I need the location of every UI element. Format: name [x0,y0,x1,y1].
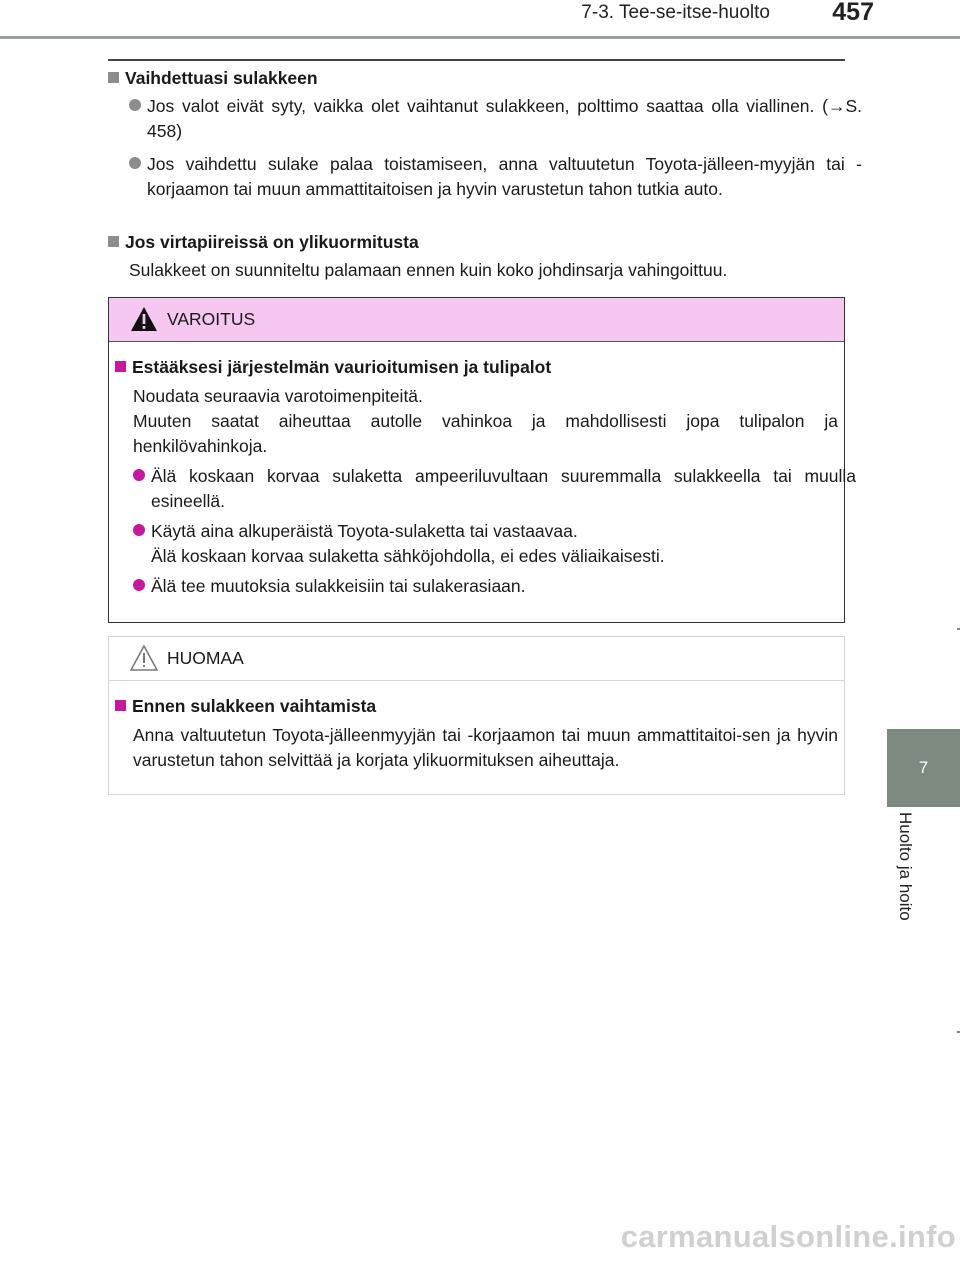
header-section-title: 7-3. Tee-se-itse-huolto [581,2,770,23]
round-bullet-icon [129,157,141,169]
notice-heading [115,694,820,719]
section-heading [108,230,419,255]
watermark: carmanualsonline.info [620,1219,956,1254]
list-item [133,574,856,599]
round-bullet-icon [133,524,145,536]
list-item [129,152,862,202]
notice-heading-text: Ennen sulakkeen vaihtamista [132,696,377,716]
chapter-label-text: Huolto ja hoito [896,812,915,921]
warning-heading [115,355,820,380]
warning-heading-text: Estääksesi järjestelmän vaurioitumisen ja tulipalot [132,357,552,377]
notice-text: Anna valtuutetun Toyota-jälleenmyyjän tai -korjaamon tai muun ammattitaitoi-sen ja hyvin varustetun tahon selvittää ja korjata ylikuormituksen aiheuttaja. [133,725,838,770]
paragraph: Sulakkeet on suunniteltu palamaan ennen kuin koko johdinsarja vahingoittuu. [129,260,728,280]
round-bullet-icon [133,579,145,591]
warning-triangle-icon [129,305,159,333]
round-bullet-icon [129,99,141,111]
section-heading [108,66,318,91]
square-bullet-icon [115,700,126,711]
list-item-text: Älä koskaan korvaa sulaketta ampeeriluvultaan suuremmalla sulakkeella tai muulla esineellä. [151,466,856,511]
list-item [133,464,856,514]
list-item-text: Jos valot eivät syty, vaikka olet vaihtanut sulakkeen, polttimo saattaa olla viallinen. (→S. 458) [147,96,862,141]
section-heading-text: Vaihdettuasi sulakkeen [125,68,318,88]
round-bullet-icon [133,469,145,481]
warning-intro: Noudata seuraavia varotoimenpiteitä. [133,386,423,406]
notice-title: HUOMAA [167,648,244,668]
warning-box [108,297,856,623]
caution-triangle-icon [129,644,159,672]
list-item-text: Käytä aina alkuperäistä Toyota-sulaketta tai vastaavaa. [151,521,578,541]
chapter-tab: 7 [887,729,960,807]
square-bullet-icon [108,236,119,247]
notice-header [109,637,844,681]
chapter-label [895,812,935,962]
section-heading-text: Jos virtapiireissä on ylikuormitusta [125,232,419,252]
warning-header [109,298,844,342]
notice-box [108,636,845,795]
list-item-text: Jos vaihdettu sulake palaa toistamiseen, anna valtuutetun Toyota-jälleen-myyjän tai -korjaamon tai muun ammattitaitoisen ja hyvin varustetun tahon tutkia auto. [147,154,862,199]
square-bullet-icon [108,72,119,83]
top-rule [108,59,845,61]
list-item-text: Älä tee muutoksia sulakkeisiin tai sulakerasiaan. [151,576,526,596]
list-item [133,519,856,544]
warning-title: VAROITUS [167,309,256,329]
page-number: 457 [832,0,874,26]
header-rule [0,36,960,39]
warning-intro: Muuten saatat aiheuttaa autolle vahinkoa ja mahdollisesti jopa tulipalon ja henkilövahinkoja. [133,411,838,456]
list-item [129,94,862,144]
list-item-continuation: Älä koskaan korvaa sulaketta sähköjohdolla, ei edes väliaikaisesti. [151,546,665,566]
square-bullet-icon [115,361,126,372]
